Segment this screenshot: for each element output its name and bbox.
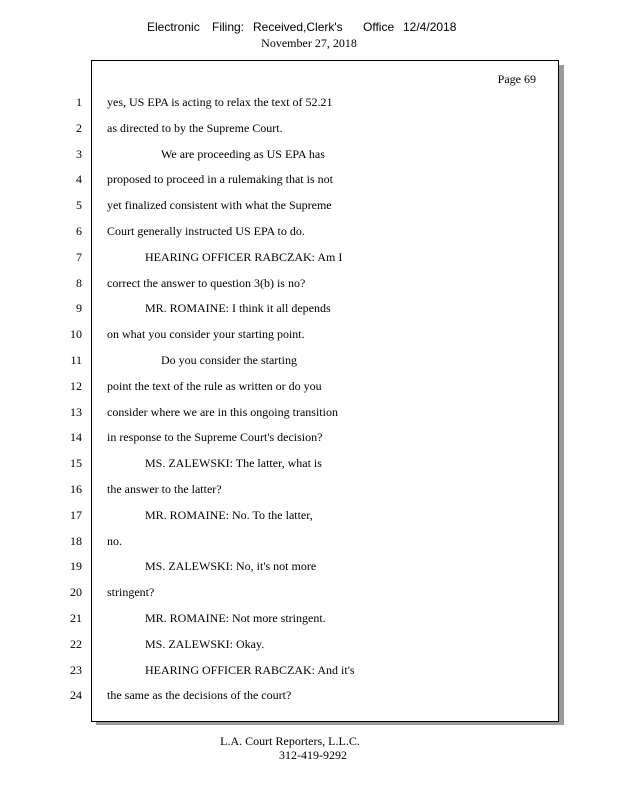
filing-stamp-electronic: Electronic [147,20,200,34]
line-number: 19 [70,559,82,574]
line-number: 10 [70,327,82,342]
line-number: 2 [76,120,82,135]
line-number: 24 [70,688,82,703]
transcript-line: MS. ZALEWSKI: The latter, what is [145,456,322,471]
transcript-line: MS. ZALEWSKI: Okay. [145,636,265,651]
line-number: 22 [70,636,82,651]
transcript-line: yes, US EPA is acting to relax the text of 52.21 [107,95,333,109]
transcript-line: correct the answer to question 3(b) is no? [107,275,306,290]
footer-company: L.A. Court Reporters, L.L.C. [220,734,360,748]
line-number: 12 [70,378,82,393]
line-number: 4 [76,172,82,187]
transcript-line: proposed to proceed in a rulemaking that is not [107,172,333,187]
line-number: 7 [76,249,82,264]
filing-stamp [0,20,618,36]
transcript-line: Do you consider the starting [161,353,297,367]
filing-stamp-filing: Filing: [212,20,245,34]
transcript-line: point the text of the rule as written or do you [107,378,322,393]
line-number: 5 [76,198,82,213]
transcript-line: stringent? [107,585,155,600]
line-number: 9 [76,301,82,316]
line-number: 11 [70,353,82,367]
filing-stamp-received: Received,Clerk's [253,20,343,34]
line-number: 3 [76,146,82,161]
transcript-line: HEARING OFFICER RABCZAK: And it's [145,662,355,677]
line-number: 23 [70,662,82,677]
transcript-line: in response to the Supreme Court's decision? [107,430,323,445]
transcript-line: no. [107,533,122,548]
line-number: 20 [70,585,82,600]
transcript-line: Court generally instructed US EPA to do. [107,224,305,238]
transcript-line: We are proceeding as US EPA has [161,146,325,161]
line-number: 8 [76,275,82,290]
line-number: 16 [70,482,82,496]
transcript-line: HEARING OFFICER RABCZAK: Am I [145,249,343,264]
transcript-line: MS. ZALEWSKI: No, it's not more [145,559,317,574]
line-number: 13 [70,404,82,419]
footer-phone: 312-419-9292 [279,748,347,762]
line-number: 6 [76,224,82,238]
transcript-line: MR. ROMAINE: No. To the latter, [145,507,313,522]
transcript-line: the same as the decisions of the court? [107,688,292,703]
page-number: Page 69 [497,72,536,86]
filing-stamp-office: Office [363,20,395,34]
line-number: 14 [70,430,82,445]
transcript-line: yet finalized consistent with what the Supreme [107,198,332,213]
transcript-line: MR. ROMAINE: Not more stringent. [145,611,326,625]
line-number: 18 [70,533,82,548]
transcript-line: the answer to the latter? [107,482,222,496]
line-number: 1 [76,95,82,109]
transcript-line: consider where we are in this ongoing transition [107,404,338,419]
line-number: 21 [70,611,82,625]
transcript-line: MR. ROMAINE: I think it all depends [145,301,331,316]
transcript-line: on what you consider your starting point. [107,327,305,342]
transcript-date: November 27, 2018 [261,36,357,50]
line-number: 15 [70,456,82,471]
filing-stamp-stamp-date: 12/4/2018 [403,20,457,34]
transcript-line: as directed to by the Supreme Court. [107,120,283,135]
line-number: 17 [70,507,82,522]
